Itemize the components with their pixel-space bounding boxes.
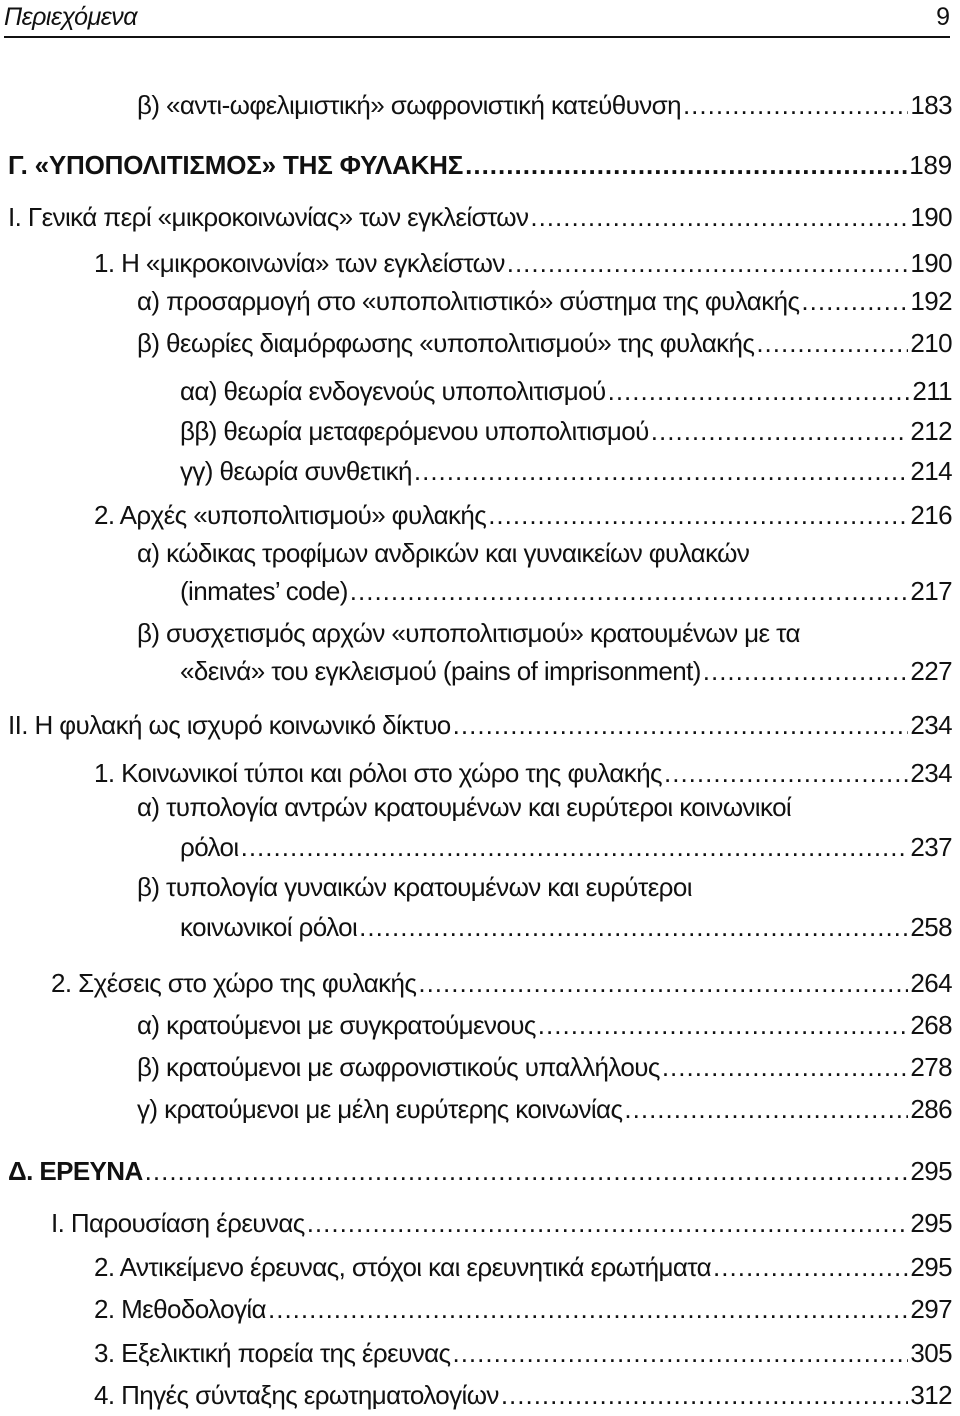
toc-entry-page: 216: [910, 500, 952, 530]
toc-entry[interactable]: [8, 200, 952, 232]
toc-entry-title: β) κρατούμενοι με σωφρονιστικούς υπαλλήλους: [137, 1052, 660, 1082]
toc-entry-title: α) προσαρμογή στο «υποπολιτιστικό» σύστημα της φυλακής: [137, 286, 800, 316]
dot-leader: [683, 90, 908, 120]
toc-entry[interactable]: [180, 414, 952, 446]
page-number: 9: [936, 3, 950, 31]
toc-entry-page: 295: [910, 1208, 952, 1238]
toc-entry-page: 295: [910, 1156, 952, 1186]
toc-entry-title-line1: β) τυπολογία γυναικών κρατουμένων και ευρύτεροι: [137, 872, 692, 902]
toc-entry[interactable]: [180, 574, 952, 606]
toc-entry-page: 258: [910, 912, 952, 942]
toc-entry[interactable]: [137, 1050, 952, 1082]
dot-leader: [703, 656, 909, 686]
toc-entry[interactable]: [180, 654, 952, 686]
toc-entry-page: 183: [910, 90, 952, 120]
dot-leader: [501, 1380, 909, 1410]
toc-entry-page: 297: [910, 1294, 952, 1324]
toc-entry-page: 211: [912, 376, 952, 406]
toc-entry-page: 234: [910, 758, 952, 788]
toc-entry[interactable]: [180, 374, 952, 406]
toc-entry-page: 190: [910, 248, 952, 278]
toc-entry-title: Ι. Γενικά περί «μικροκοινωνίας» των εγκλείστων: [8, 202, 529, 232]
toc-entry-title: «δεινά» του εγκλεισμού (pains of imprisonment): [180, 656, 701, 686]
toc-entry[interactable]: [94, 756, 952, 788]
toc-entry-chapter[interactable]: [8, 1154, 952, 1186]
toc-entry[interactable]: [180, 454, 952, 486]
toc-entry-title: ρόλοι: [180, 832, 239, 862]
toc-entry-chapter[interactable]: [8, 148, 952, 180]
toc-entry[interactable]: [94, 1250, 952, 1282]
toc-entry-page: 278: [910, 1052, 952, 1082]
toc-entry-page: 237: [910, 832, 952, 862]
toc-entry[interactable]: [94, 1336, 952, 1368]
dot-leader: [268, 1294, 908, 1324]
dot-leader: [624, 1094, 908, 1124]
toc-entry-title: 2. Μεθοδολογία: [94, 1294, 266, 1324]
dot-leader: [465, 150, 907, 180]
toc-entry-page: 192: [910, 286, 952, 316]
toc-entry-title: Γ. «ΥΠΟΠΟΛΙΤΙΣΜΟΣ» ΤΗΣ ΦΥΛΑΚΗΣ: [8, 150, 464, 180]
dot-leader: [145, 1156, 909, 1186]
toc-entry-page: 227: [910, 656, 952, 686]
toc-entry-page: 190: [910, 202, 952, 232]
toc-entry[interactable]: [137, 284, 952, 316]
toc-entry[interactable]: [137, 1008, 952, 1040]
dot-leader: [488, 500, 908, 530]
toc-entry-title: (inmates’ code): [180, 576, 348, 606]
toc-entry-title: 2. Σχέσεις στο χώρο της φυλακής: [51, 968, 417, 998]
toc-entry-title: Ι. Παρουσίαση έρευνας: [51, 1208, 305, 1238]
toc-entry-title: 1. Η «μικροκοινωνία» των εγκλείστων: [94, 248, 505, 278]
toc-entry-page: 189: [909, 150, 952, 180]
toc-entry-title-line1: α) τυπολογία αντρών κρατουμένων και ευρύτεροι κοινωνικοί: [137, 792, 792, 822]
dot-leader: [651, 416, 909, 446]
dot-leader: [418, 968, 908, 998]
toc-entry-title: ββ) θεωρία μεταφερόμενου υποπολιτισμού: [180, 416, 649, 446]
toc-entry-page: 268: [910, 1010, 952, 1040]
toc-entry[interactable]: [8, 708, 952, 740]
dot-leader: [538, 1010, 909, 1040]
dot-leader: [662, 1052, 909, 1082]
toc-entry-title: αα) θεωρία ενδογενούς υποπολιτισμού: [180, 376, 606, 406]
toc-entry-title: α) κρατούμενοι με συγκρατούμενους: [137, 1010, 536, 1040]
dot-leader: [359, 912, 908, 942]
toc-entry[interactable]: [94, 498, 952, 530]
toc-entry-title: 1. Κοινωνικοί τύποι και ρόλοι στο χώρο της φυλακής: [94, 758, 662, 788]
toc-entry[interactable]: [137, 326, 952, 358]
dot-leader: [414, 456, 909, 486]
toc-entry-title-line1: β) συσχετισμός αρχών «υποπολιτισμού» κρατουμένων με τα: [137, 618, 800, 648]
toc-entry-page: 210: [910, 328, 952, 358]
dot-leader: [801, 286, 908, 316]
toc-entry-title: 3. Εξελικτική πορεία της έρευνας: [94, 1338, 451, 1368]
toc-entry-title: 2. Αρχές «υποπολιτισμού» φυλακής: [94, 500, 487, 530]
dot-leader: [452, 1338, 908, 1368]
dot-leader: [530, 202, 908, 232]
toc-entry-page: 214: [910, 456, 952, 486]
toc-entry[interactable]: [94, 1292, 952, 1324]
toc-entry[interactable]: [51, 966, 952, 998]
toc-entry-page: 234: [910, 710, 952, 740]
toc-entry-title: 2. Αντικείμενο έρευνας, στόχοι και ερευνητικά ερωτήματα: [94, 1252, 712, 1282]
dot-leader: [608, 376, 911, 406]
toc-entry-page: 295: [910, 1252, 952, 1282]
toc-entry-page: 212: [910, 416, 952, 446]
toc-entry[interactable]: [180, 910, 952, 942]
dot-leader: [756, 328, 908, 358]
toc-entry-title: β) «αντι-ωφελιμιστική» σωφρονιστική κατεύθυνση: [137, 90, 681, 120]
toc-entry-title: 4. Πηγές σύνταξης ερωτηματολογίων: [94, 1380, 499, 1410]
toc-entry[interactable]: [137, 88, 952, 120]
toc-entry-page: 305: [910, 1338, 952, 1368]
dot-leader: [453, 710, 909, 740]
dot-leader: [350, 576, 909, 606]
toc-entry-page: 264: [910, 968, 952, 998]
toc-entry-page: 312: [910, 1380, 952, 1410]
toc-entry-page: 217: [910, 576, 952, 606]
toc-entry-title: Δ. ΕΡΕΥΝΑ: [8, 1156, 143, 1186]
dot-leader: [507, 248, 909, 278]
toc-entry-title: ΙΙ. Η φυλακή ως ισχυρό κοινωνικό δίκτυο: [8, 710, 451, 740]
toc-entry[interactable]: [137, 1092, 952, 1124]
running-header-title: Περιεχόμενα: [4, 3, 138, 31]
toc-entry-title: γ) κρατούμενοι με μέλη ευρύτερης κοινωνίας: [137, 1094, 623, 1124]
toc-entry[interactable]: [180, 830, 952, 862]
toc-entry-title: κοινωνικοί ρόλοι: [180, 912, 358, 942]
dot-leader: [664, 758, 908, 788]
toc-entry-title: β) θεωρίες διαμόρφωσης «υποπολιτισμού» της φυλακής: [137, 328, 755, 358]
dot-leader: [241, 832, 909, 862]
toc-entry-title-line1: α) κώδικας τροφίμων ανδρικών και γυναικείων φυλακών: [137, 538, 750, 568]
toc-entry-title: γγ) θεωρία συνθετική: [180, 456, 412, 486]
toc-entry[interactable]: [94, 246, 952, 278]
toc-entry[interactable]: [94, 1378, 952, 1410]
dot-leader: [713, 1252, 908, 1282]
toc-entry[interactable]: [51, 1206, 952, 1238]
dot-leader: [307, 1208, 909, 1238]
toc-entry-page: 286: [910, 1094, 952, 1124]
